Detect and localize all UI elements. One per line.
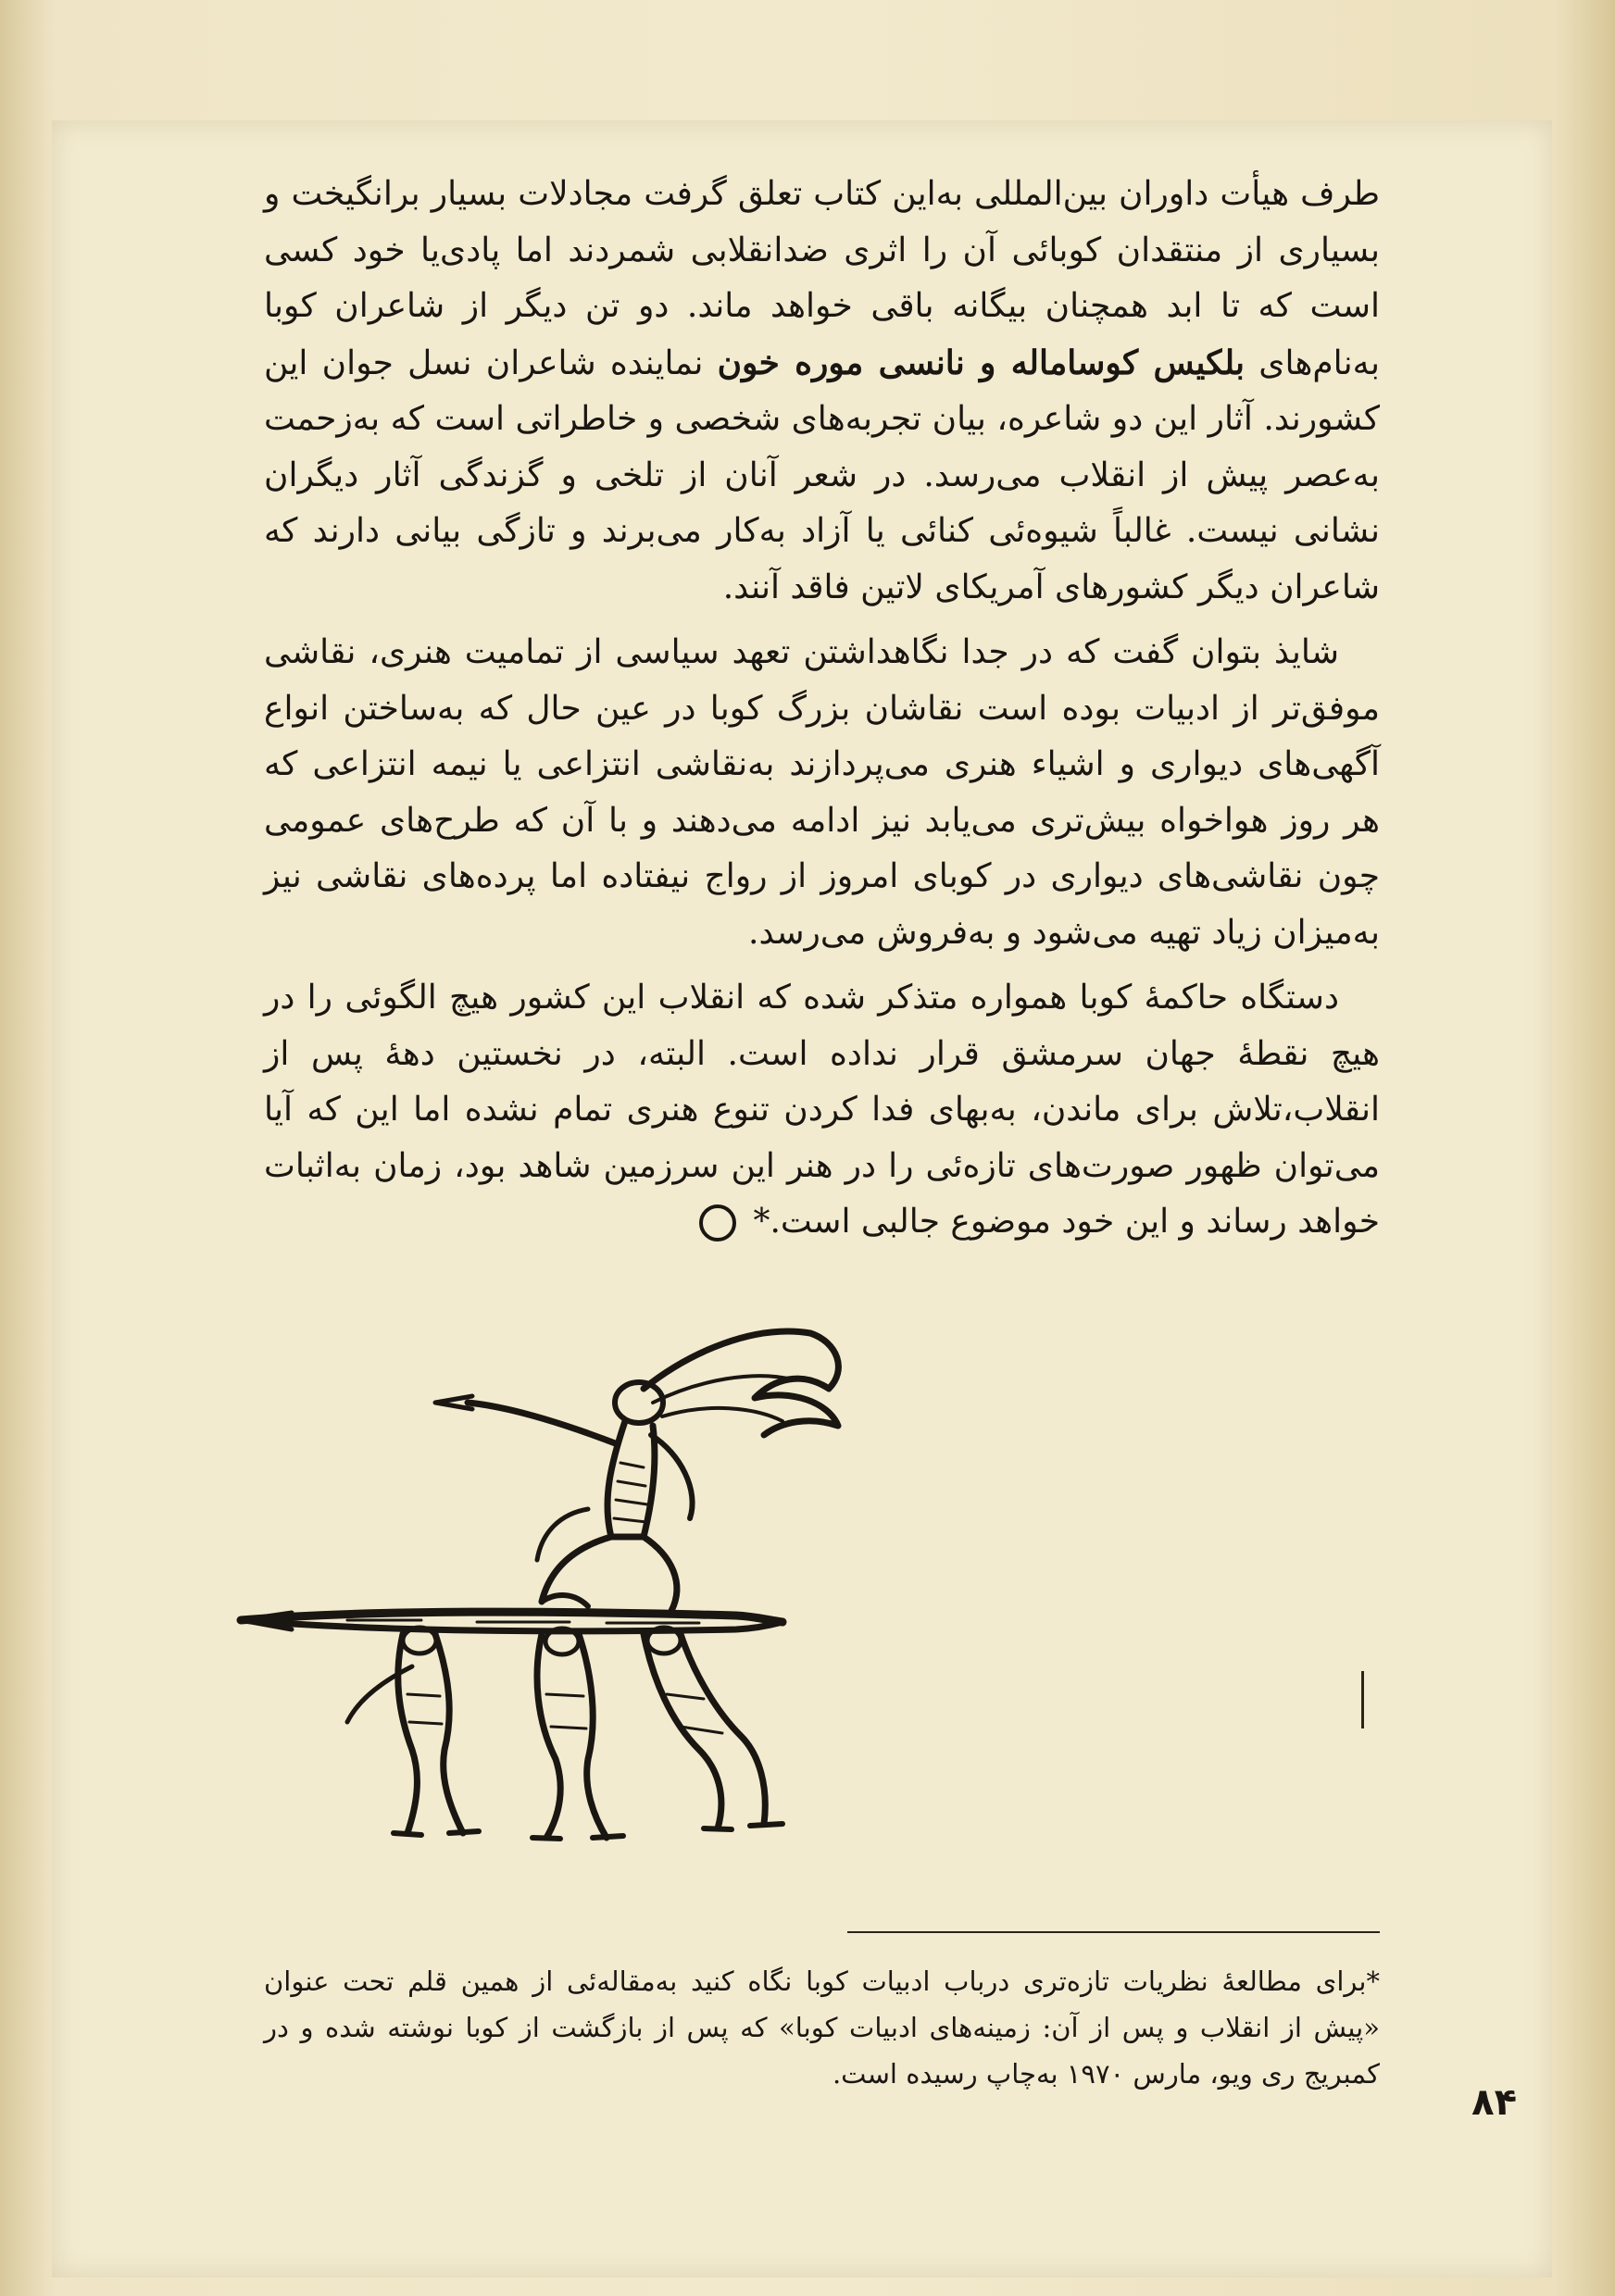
paragraph-1-end: نماینده شاعران نسل جوان این کشورند. آثار این دو شاعره، بیان تجربه‌های شخصی و خاطراتی است که به‌زحمت به‌عصر پیش از انقلاب می‌رسد. در شعر آنان از تلخی و گزندگی آثار دیگران نشانی نیست. غالباً شیوه‌ئی کنائی یا آزاد به‌کار می‌برند و تازگی بیانی دارند که شاعران دیگر کشورهای آمریکای لاتین فاقد آنند.	[264, 343, 1380, 606]
margin-mark	[1361, 1671, 1364, 1728]
page-number: ۸۴	[1471, 2081, 1517, 2124]
paragraph-1	[264, 167, 1380, 616]
paragraph-1-start: طرف هیأت داوران بین‌المللی به‌این کتاب تعلق گرفت مجادلات بسیار برانگیخت و بسیاری از منتقدان کوبائی آن را اثری ضدانقلابی شمردند اما پادی‌یا خود کسی است که تا ابد همچنان بیگانه باقی خواهد ماند. دو تن دیگر از شاعران کوبا به‌نام‌های	[264, 175, 1380, 382]
paragraph-3	[264, 970, 1380, 1251]
body-text	[264, 167, 1380, 1251]
paragraph-2: شایذ بتوان گفت که در جدا نگاهداشتن تعهد سیاسی از تمامیت هنری، نقاشی موفق‌تر از ادبیات بوده است نقاشان بزرگ کوبا در عین حال که به‌ساختن انواع آگهی‌های دیواری و اشیاء هنری می‌پردازند به‌نقاشی انتزاعی یا نیمه انتزاعی که هر روز هواخواه بیش‌تری می‌یابد نیز ادامه می‌دهند و با آن که طرح‌های عمومی چون نقاشی‌های دیواری در کوبای امروز از رواج نیفتاده اما پرده‌های نقاشی نیز به‌میزان زیاد تهیه می‌شود و به‌فروش می‌رسد.	[264, 633, 1380, 952]
footnote	[264, 1958, 1380, 2097]
footnote-divider	[847, 1931, 1380, 1933]
circle-icon	[699, 1204, 736, 1242]
paragraph-3-text: دستگاه حاکمهٔ کوبا همواره متذکر شده که انقلاب این کشور هیچ الگوئی را در هیچ نقطهٔ جهان سرمشق قرار نداده است. البته، در نخستین دههٔ پس از انقلاب،تلاش برای ماندن، به‌بهای فدا کردن تنوع هنری تمام نشده اما این که آیا می‌توان ظهور صورت‌های تازه‌ئی را در هنر این سرزمین شاهد بود، زمان به‌اثبات خواهد رساند و این خود موضوع جالبی است.*	[264, 979, 1380, 1241]
woodcut-illustration	[236, 1315, 958, 1861]
footnote-text: *برای مطالعهٔ نظریات تازه‌تری درباب ادبیات کوبا نگاه کنید به‌مقاله‌ئی از همین قلم تحت عنوان «پیش از انقلاب و پس از آن: زمینه‌های ادبیات کوبا» که پس از بازگشت از کوبا نوشته شده و در کمبریج ری ویو، مارس ۱۹۷۰ به‌چاپ رسیده است.	[264, 1965, 1380, 2090]
poet-names: بلکیس کوساماله و نانسی موره خون	[717, 343, 1246, 382]
